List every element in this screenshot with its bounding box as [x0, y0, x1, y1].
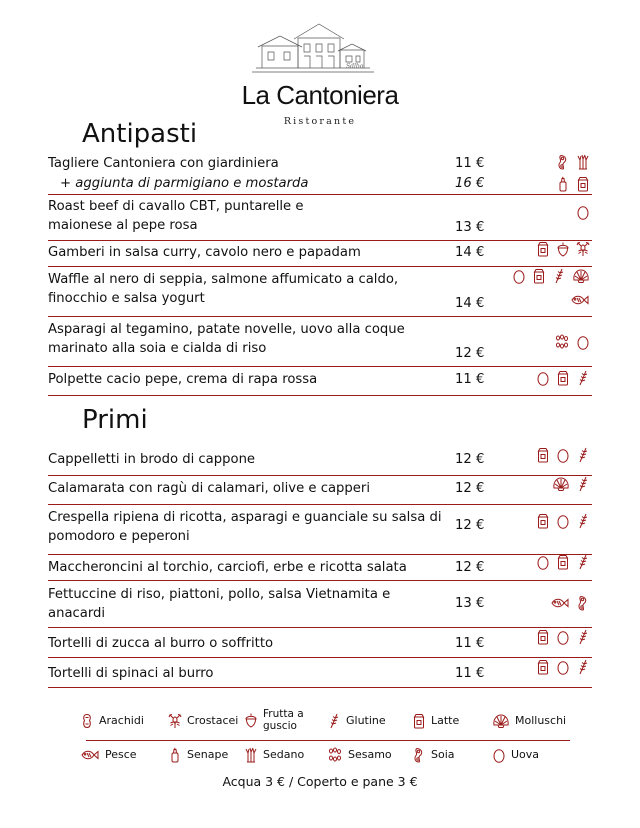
menu-item-line1: + aggiunta di parmigiano e mostarda	[60, 176, 309, 191]
allergen-icons	[536, 513, 590, 529]
allergen-icons	[556, 154, 590, 170]
latte-icon	[556, 370, 570, 386]
menu-item-line1: Asparagi al tegamino, patate novelle, uovo alla coque	[48, 322, 405, 337]
crostacei-icon	[576, 241, 590, 257]
legend-label: Pesce	[105, 748, 137, 761]
menu-item-line1: Polpette cacio pepe, crema di rapa rossa	[48, 372, 318, 387]
menu-item-name	[60, 174, 308, 193]
menu-item-name	[48, 585, 390, 623]
frutta-a-guscio-icon	[556, 241, 570, 257]
glutine-icon	[576, 554, 590, 570]
menu-item-line1: Maccheroncini al torchio, carciofi, erbe e ricotta salata	[48, 560, 407, 575]
menu-item-price: 12 €	[455, 518, 485, 533]
logo-signature: Sdlbo	[346, 63, 364, 70]
legend-item	[327, 713, 386, 729]
menu-item-line1: Crespella ripiena di ricotta, asparagi e guanciale su salsa di	[48, 510, 442, 525]
molluschi-icon	[492, 713, 510, 729]
allergen-icons	[552, 476, 590, 492]
latte-icon	[536, 513, 550, 529]
row-divider	[48, 475, 592, 476]
menu-item-name	[48, 558, 407, 577]
menu-item-price: 11 €	[455, 156, 485, 171]
molluschi-icon	[552, 476, 570, 492]
legend-label: Soia	[431, 748, 455, 761]
row-divider	[48, 194, 592, 195]
uova-icon	[536, 554, 550, 570]
glutine-icon	[576, 659, 590, 675]
frutta-a-guscio-icon	[244, 712, 258, 728]
glutine-icon	[576, 476, 590, 492]
row-divider	[48, 687, 592, 688]
soia-icon	[412, 747, 426, 763]
menu-item-name	[48, 479, 370, 498]
row-divider	[48, 554, 592, 555]
latte-icon	[536, 447, 550, 463]
uova-icon	[492, 747, 506, 763]
legend-item	[492, 747, 539, 763]
uova-icon	[512, 268, 526, 284]
legend-label: Latte	[431, 714, 460, 727]
menu-item-name	[48, 197, 303, 235]
menu-item-line1: Tortelli di zucca al burro o soffritto	[48, 636, 274, 651]
allergen-icons	[536, 629, 590, 645]
menu-item-price: 11 €	[455, 636, 485, 651]
pesce-icon	[570, 292, 590, 308]
row-divider	[48, 504, 592, 505]
pesce-icon	[550, 595, 570, 611]
legend-divider	[86, 740, 570, 741]
legend-label: Sedano	[263, 748, 305, 761]
uova-icon	[556, 513, 570, 529]
legend-item	[327, 747, 392, 763]
allergen-icons	[536, 659, 590, 675]
menu-item-price: 14 €	[455, 296, 485, 311]
latte-icon	[412, 713, 426, 729]
allergen-icons	[536, 241, 590, 257]
menu-item-name	[48, 320, 405, 358]
sedano-icon	[244, 747, 258, 763]
glutine-icon	[552, 268, 566, 284]
allergen-icons	[556, 176, 590, 192]
glutine-icon	[576, 447, 590, 463]
menu-item-line2: anacardi	[48, 606, 106, 621]
section-title-antipasti: Antipasti	[82, 119, 198, 149]
legend-item	[168, 747, 228, 763]
menu-item-name	[48, 270, 398, 308]
glutine-icon	[327, 713, 341, 729]
legend-label: Molluschi	[515, 714, 567, 727]
menu-item-price: 12 €	[455, 346, 485, 361]
menu-item-line2: marinato alla soia e cialda di riso	[48, 341, 267, 356]
soia-icon	[556, 154, 570, 170]
row-divider	[48, 266, 592, 267]
glutine-icon	[576, 629, 590, 645]
row-divider	[48, 580, 592, 581]
restaurant-subtitle: Ristorante	[283, 116, 357, 127]
latte-icon	[556, 554, 570, 570]
legend-label: Frutta a guscio	[263, 708, 304, 732]
legend-item	[168, 713, 238, 729]
legend-label: Senape	[187, 748, 229, 761]
row-divider	[48, 657, 592, 658]
allergen-icons	[570, 292, 590, 308]
menu-item-name	[48, 370, 317, 389]
uova-icon	[576, 204, 590, 220]
latte-icon	[536, 241, 550, 257]
uova-icon	[576, 334, 590, 350]
senape-icon	[168, 747, 182, 763]
soia-icon	[576, 595, 590, 611]
menu-item-price: 14 €	[455, 245, 485, 260]
uova-icon	[556, 629, 570, 645]
legend-item	[412, 747, 455, 763]
menu-item-line1: Tortelli di spinaci al burro	[48, 666, 214, 681]
allergen-icons	[576, 204, 590, 220]
menu-item-price: 11 €	[455, 666, 485, 681]
uova-icon	[536, 370, 550, 386]
glutine-icon	[576, 370, 590, 386]
row-divider	[48, 366, 592, 367]
legend-item	[244, 708, 309, 732]
menu-item-price: 13 €	[455, 596, 485, 611]
legend-label: Arachidi	[99, 714, 144, 727]
legend-label: Crostacei	[187, 714, 239, 727]
sesamo-icon	[554, 334, 570, 350]
menu-item-line2: pomodoro e peperoni	[48, 529, 190, 544]
row-divider	[48, 316, 592, 317]
menu-item-line1: Roast beef di cavallo CBT, puntarelle e	[48, 199, 304, 214]
menu-item-line1: Fettuccine di riso, piattoni, pollo, salsa Vietnamita e	[48, 587, 391, 602]
latte-icon	[532, 268, 546, 284]
crostacei-icon	[168, 713, 182, 729]
allergen-icons	[550, 595, 590, 611]
arachidi-icon	[80, 713, 94, 729]
allergen-icons	[512, 268, 590, 284]
legend-label: Sesamo	[348, 748, 392, 761]
menu-item-price: 12 €	[455, 481, 485, 496]
row-divider	[48, 627, 592, 628]
allergen-icons	[536, 554, 590, 570]
menu-item-line1: Calamarata con ragù di calamari, olive e capperi	[48, 481, 370, 496]
menu-item-line1: Waffle al nero di seppia, salmone affumicato a caldo,	[48, 272, 399, 287]
pesce-icon	[80, 747, 100, 763]
restaurant-name: La Cantoniera	[241, 80, 399, 110]
molluschi-icon	[572, 268, 590, 284]
legend-label: Glutine	[346, 714, 386, 727]
menu-item-line1: Cappelletti in brodo di cappone	[48, 452, 256, 467]
legend-item	[80, 713, 144, 729]
legend-item	[80, 747, 137, 763]
senape-icon	[556, 176, 570, 192]
latte-icon	[576, 176, 590, 192]
menu-item-name	[48, 634, 273, 653]
menu-item-name	[48, 508, 442, 546]
uova-icon	[556, 659, 570, 675]
latte-icon	[536, 629, 550, 645]
latte-icon	[536, 659, 550, 675]
menu-item-line1: Gamberi in salsa curry, cavolo nero e papadam	[48, 245, 361, 260]
menu-item-name	[48, 450, 255, 469]
allergen-icons	[536, 370, 590, 386]
menu-item-price: 12 €	[455, 452, 485, 467]
legend-item	[244, 747, 304, 763]
menu-item-price: 13 €	[455, 220, 485, 235]
section-title-primi: Primi	[82, 405, 148, 435]
sesamo-icon	[327, 747, 343, 763]
row-divider	[48, 240, 592, 241]
menu-item-name	[48, 154, 279, 173]
menu-item-price: 16 €	[455, 176, 485, 191]
allergen-icons	[536, 447, 590, 463]
menu-item-line1: Tagliere Cantoniera con giardiniera	[48, 156, 279, 171]
legend-label: Uova	[511, 748, 540, 761]
glutine-icon	[576, 513, 590, 529]
menu-item-line2: finocchio e salsa yogurt	[48, 291, 205, 306]
footer-note: Acqua 3 € / Coperto e pane 3 €	[222, 774, 418, 789]
allergen-icons	[554, 334, 590, 350]
uova-icon	[556, 447, 570, 463]
menu-item-name	[48, 243, 361, 262]
menu-item-price: 12 €	[455, 560, 485, 575]
menu-item-price: 11 €	[455, 372, 485, 387]
legend-item	[412, 713, 459, 729]
sedano-icon	[576, 154, 590, 170]
row-divider	[48, 395, 592, 396]
menu-item-line2: maionese al pepe rosa	[48, 218, 198, 233]
legend-item	[492, 713, 566, 729]
menu-item-name	[48, 664, 214, 683]
